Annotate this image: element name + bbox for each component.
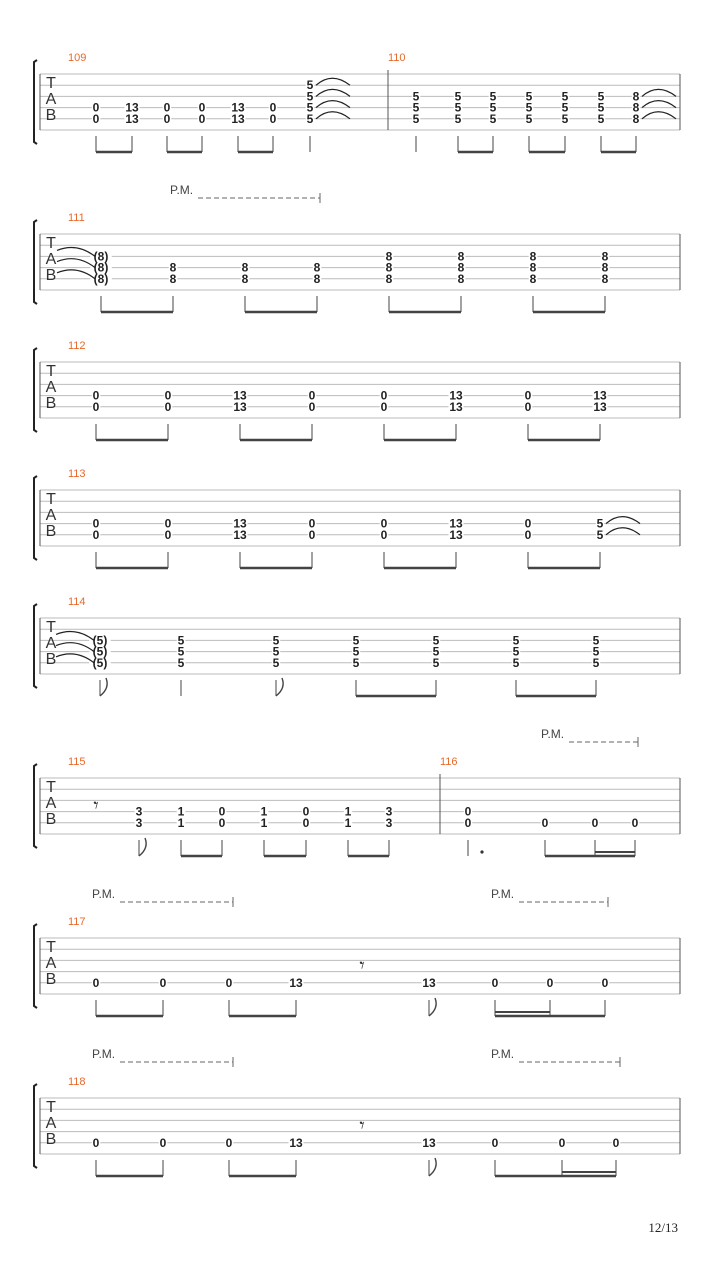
tab-system bbox=[34, 476, 680, 568]
tab-system bbox=[34, 897, 680, 1016]
fret-number: 5 bbox=[592, 655, 600, 670]
dot bbox=[480, 850, 483, 853]
tab-clef-letter: T bbox=[46, 491, 56, 508]
tab-clef-letter: B bbox=[45, 811, 57, 828]
fret-number: 5 bbox=[512, 655, 520, 670]
tab-system bbox=[34, 193, 680, 312]
palm-mute-label: P.M. bbox=[541, 727, 565, 741]
fret-number: 5 bbox=[525, 89, 533, 104]
fret-number: 8 bbox=[241, 260, 249, 275]
eighth-rest: 𝄾 bbox=[93, 795, 99, 817]
fret-number: 0 bbox=[164, 399, 172, 414]
fret-number: 5 bbox=[596, 516, 604, 531]
fret-number: 0 bbox=[225, 1135, 233, 1150]
fret-number: 0 bbox=[308, 388, 316, 403]
fret-number: 3 bbox=[135, 815, 143, 830]
fret-number: 0 bbox=[269, 100, 277, 115]
tab-clef-letter: T bbox=[46, 363, 56, 380]
tie-arc bbox=[57, 270, 95, 279]
tie-arc bbox=[606, 517, 640, 524]
fret-number: 8 bbox=[457, 249, 465, 264]
fret-number: 0 bbox=[308, 399, 316, 414]
fret-number: 5 bbox=[352, 655, 360, 670]
fret-number: 0 bbox=[601, 975, 609, 990]
fret-number: (5) bbox=[92, 633, 108, 648]
fret-number: 0 bbox=[380, 388, 388, 403]
fret-number: 5 bbox=[561, 89, 569, 104]
fret-number: 13 bbox=[233, 527, 247, 542]
fret-number: 8 bbox=[385, 260, 393, 275]
tie-arc bbox=[56, 643, 94, 652]
fret-number: 5 bbox=[489, 111, 497, 126]
tab-clef-letter: B bbox=[45, 395, 57, 412]
tab-clef-letter: A bbox=[45, 955, 57, 972]
fret-number: 8 bbox=[457, 260, 465, 275]
fret-number: 13 bbox=[233, 516, 247, 531]
fret-number: 13 bbox=[233, 399, 247, 414]
tab-clef-letter: T bbox=[46, 1099, 56, 1116]
tab-clef-letter: A bbox=[45, 251, 57, 268]
fret-number: (8) bbox=[93, 260, 109, 275]
fret-number: 0 bbox=[92, 1135, 100, 1150]
fret-number: 3 bbox=[135, 804, 143, 819]
tab-system bbox=[34, 1057, 680, 1176]
tab-clef-letter: T bbox=[46, 619, 56, 636]
tie-arc bbox=[642, 112, 676, 119]
measure-number: 110 bbox=[388, 52, 406, 64]
fret-number: 0 bbox=[491, 975, 499, 990]
fret-number: 5 bbox=[525, 100, 533, 115]
measure-number: 109 bbox=[68, 52, 87, 64]
measure-number: 113 bbox=[68, 468, 86, 480]
fret-number: 13 bbox=[233, 388, 247, 403]
fret-number: 0 bbox=[631, 815, 639, 830]
tab-clef-letter: A bbox=[45, 379, 57, 396]
fret-number: 8 bbox=[632, 100, 640, 115]
fret-number: 5 bbox=[489, 89, 497, 104]
fret-number: 5 bbox=[432, 644, 440, 659]
fret-number: 1 bbox=[177, 804, 185, 819]
note-flag bbox=[276, 678, 283, 696]
system-bracket bbox=[34, 764, 37, 848]
note-flag bbox=[429, 1158, 436, 1176]
fret-number: 3 bbox=[385, 804, 393, 819]
fret-number: 0 bbox=[92, 100, 100, 115]
fret-number: 0 bbox=[164, 516, 172, 531]
palm-mute-label: P.M. bbox=[491, 1047, 515, 1061]
tab-system bbox=[34, 737, 680, 856]
fret-number: 0 bbox=[612, 1135, 620, 1150]
fret-number: 5 bbox=[272, 633, 280, 648]
tab-system bbox=[34, 348, 680, 440]
fret-number: 1 bbox=[260, 815, 268, 830]
fret-number: 5 bbox=[412, 89, 420, 104]
tie-arc bbox=[316, 112, 350, 119]
measure-number: 117 bbox=[68, 916, 86, 928]
fret-number: 13 bbox=[231, 111, 245, 126]
fret-number: 5 bbox=[454, 111, 462, 126]
fret-number: 0 bbox=[198, 100, 206, 115]
fret-number: 0 bbox=[92, 111, 100, 126]
tab-clef-letter: B bbox=[45, 107, 57, 124]
tab-clef-letter: B bbox=[45, 267, 57, 284]
tab-clef-letter: T bbox=[46, 939, 56, 956]
fret-number: 0 bbox=[308, 527, 316, 542]
fret-number: 0 bbox=[591, 815, 599, 830]
tie-arc bbox=[606, 528, 640, 535]
fret-number: 8 bbox=[632, 89, 640, 104]
fret-number: 0 bbox=[92, 516, 100, 531]
fret-number: 8 bbox=[313, 271, 321, 286]
fret-number: 5 bbox=[272, 644, 280, 659]
measure-number: 118 bbox=[68, 1076, 86, 1088]
fret-number: 5 bbox=[596, 527, 604, 542]
system-bracket bbox=[34, 1084, 37, 1168]
fret-number: 0 bbox=[92, 388, 100, 403]
fret-number: 13 bbox=[231, 100, 245, 115]
note-flag bbox=[139, 838, 146, 856]
fret-number: 0 bbox=[302, 804, 310, 819]
tie-arc bbox=[642, 89, 676, 96]
fret-number: 8 bbox=[385, 271, 393, 286]
fret-number: 0 bbox=[524, 399, 532, 414]
fret-number: 13 bbox=[449, 527, 463, 542]
tab-clef-letter: T bbox=[46, 75, 56, 92]
fret-number: 13 bbox=[289, 975, 303, 990]
page-number: 12/13 bbox=[648, 1220, 678, 1235]
system-bracket bbox=[34, 348, 37, 432]
fret-number: 0 bbox=[163, 111, 171, 126]
tie-arc bbox=[316, 101, 350, 108]
fret-number: 13 bbox=[289, 1135, 303, 1150]
tie-arc bbox=[56, 654, 94, 663]
palm-mute-label: P.M. bbox=[491, 887, 515, 901]
fret-number: 1 bbox=[260, 804, 268, 819]
fret-number: 13 bbox=[593, 399, 607, 414]
fret-number: 0 bbox=[269, 111, 277, 126]
fret-number: 0 bbox=[524, 516, 532, 531]
fret-number: 0 bbox=[218, 804, 226, 819]
fret-number: 5 bbox=[272, 655, 280, 670]
fret-number: 5 bbox=[306, 100, 314, 115]
measure-number: 111 bbox=[68, 212, 85, 224]
fret-number: 5 bbox=[177, 633, 185, 648]
fret-number: 13 bbox=[422, 1135, 436, 1150]
fret-number: 0 bbox=[163, 100, 171, 115]
fret-number: (5) bbox=[92, 644, 108, 659]
fret-number: (5) bbox=[92, 655, 108, 670]
fret-number: 0 bbox=[225, 975, 233, 990]
measure-number: 112 bbox=[68, 340, 86, 352]
fret-number: 1 bbox=[177, 815, 185, 830]
fret-number: 1 bbox=[344, 815, 352, 830]
fret-number: 13 bbox=[449, 388, 463, 403]
fret-number: 13 bbox=[125, 111, 139, 126]
fret-number: 0 bbox=[380, 527, 388, 542]
fret-number: 0 bbox=[92, 527, 100, 542]
fret-number: 8 bbox=[601, 249, 609, 264]
fret-number: 8 bbox=[313, 260, 321, 275]
fret-number: 0 bbox=[159, 1135, 167, 1150]
fret-number: 5 bbox=[561, 111, 569, 126]
fret-number: 13 bbox=[125, 100, 139, 115]
fret-number: 13 bbox=[449, 399, 463, 414]
fret-number: 0 bbox=[464, 815, 472, 830]
tab-clef-letter: A bbox=[45, 635, 57, 652]
note-flag bbox=[429, 998, 436, 1016]
fret-number: 0 bbox=[159, 975, 167, 990]
fret-number: 8 bbox=[385, 249, 393, 264]
tab-clef-letter: A bbox=[45, 507, 57, 524]
tie-arc bbox=[316, 78, 350, 85]
measure-number: 114 bbox=[68, 596, 86, 608]
fret-number: 8 bbox=[241, 271, 249, 286]
fret-number: 5 bbox=[592, 633, 600, 648]
fret-number: 13 bbox=[449, 516, 463, 531]
fret-number: 8 bbox=[169, 260, 177, 275]
fret-number: 13 bbox=[593, 388, 607, 403]
tie-arc bbox=[57, 247, 95, 256]
tie-arc bbox=[316, 89, 350, 96]
fret-number: 5 bbox=[306, 111, 314, 126]
system-bracket bbox=[34, 924, 37, 1008]
fret-number: 0 bbox=[218, 815, 226, 830]
system-bracket bbox=[34, 476, 37, 560]
fret-number: 5 bbox=[352, 633, 360, 648]
fret-number: 5 bbox=[454, 100, 462, 115]
fret-number: 5 bbox=[597, 111, 605, 126]
system-bracket bbox=[34, 220, 37, 304]
fret-number: 0 bbox=[164, 388, 172, 403]
fret-number: 5 bbox=[177, 644, 185, 659]
fret-number: 8 bbox=[601, 260, 609, 275]
fret-number: 8 bbox=[529, 260, 537, 275]
fret-number: 0 bbox=[524, 388, 532, 403]
fret-number: 8 bbox=[529, 249, 537, 264]
fret-number: 0 bbox=[541, 815, 549, 830]
fret-number: 5 bbox=[597, 89, 605, 104]
fret-number: 8 bbox=[529, 271, 537, 286]
fret-number: 13 bbox=[422, 975, 436, 990]
fret-number: 0 bbox=[464, 804, 472, 819]
tab-clef-letter: A bbox=[45, 91, 57, 108]
note-flag bbox=[100, 678, 107, 696]
eighth-rest: 𝄾 bbox=[359, 1115, 365, 1137]
fret-number: 0 bbox=[92, 975, 100, 990]
fret-number: 8 bbox=[601, 271, 609, 286]
fret-number: 5 bbox=[352, 644, 360, 659]
fret-number: 5 bbox=[432, 655, 440, 670]
fret-number: 5 bbox=[412, 111, 420, 126]
fret-number: 0 bbox=[308, 516, 316, 531]
fret-number: 0 bbox=[164, 527, 172, 542]
fret-number: 3 bbox=[385, 815, 393, 830]
fret-number: 0 bbox=[380, 399, 388, 414]
palm-mute-label: P.M. bbox=[92, 1047, 116, 1061]
fret-number: 5 bbox=[177, 655, 185, 670]
fret-number: 0 bbox=[198, 111, 206, 126]
fret-number: 0 bbox=[491, 1135, 499, 1150]
fret-number: 0 bbox=[546, 975, 554, 990]
fret-number: 1 bbox=[344, 804, 352, 819]
tab-clef-letter: T bbox=[46, 235, 56, 252]
fret-number: 5 bbox=[512, 633, 520, 648]
eighth-rest: 𝄾 bbox=[359, 955, 365, 977]
fret-number: (8) bbox=[93, 249, 109, 264]
tab-clef-letter: B bbox=[45, 1131, 57, 1148]
fret-number: 0 bbox=[380, 516, 388, 531]
tie-arc bbox=[57, 259, 95, 268]
fret-number: 0 bbox=[558, 1135, 566, 1150]
fret-number: 0 bbox=[92, 399, 100, 414]
fret-number: 8 bbox=[632, 111, 640, 126]
tab-clef-letter: B bbox=[45, 971, 57, 988]
fret-number: 5 bbox=[489, 100, 497, 115]
fret-number: 5 bbox=[306, 89, 314, 104]
palm-mute-label: P.M. bbox=[170, 183, 194, 197]
fret-number: 5 bbox=[432, 633, 440, 648]
tie-arc bbox=[642, 101, 676, 108]
tab-clef-letter: A bbox=[45, 795, 57, 812]
fret-number: 5 bbox=[597, 100, 605, 115]
fret-number: 5 bbox=[512, 644, 520, 659]
measure-number: 116 bbox=[440, 756, 458, 768]
measure-number: 115 bbox=[68, 756, 86, 768]
fret-number: 5 bbox=[592, 644, 600, 659]
tab-clef-letter: B bbox=[45, 523, 57, 540]
fret-number: 5 bbox=[525, 111, 533, 126]
fret-number: 5 bbox=[454, 89, 462, 104]
fret-number: 5 bbox=[306, 78, 314, 93]
system-bracket bbox=[34, 604, 37, 688]
tab-clef-letter: B bbox=[45, 651, 57, 668]
tab-clef-letter: T bbox=[46, 779, 56, 796]
fret-number: 8 bbox=[457, 271, 465, 286]
tie-arc bbox=[56, 631, 94, 640]
fret-number: 0 bbox=[302, 815, 310, 830]
fret-number: 0 bbox=[524, 527, 532, 542]
palm-mute-label: P.M. bbox=[92, 887, 116, 901]
tab-clef-letter: A bbox=[45, 1115, 57, 1132]
fret-number: 5 bbox=[412, 100, 420, 115]
fret-number: (8) bbox=[93, 271, 109, 286]
fret-number: 5 bbox=[561, 100, 569, 115]
system-bracket bbox=[34, 60, 37, 144]
fret-number: 8 bbox=[169, 271, 177, 286]
